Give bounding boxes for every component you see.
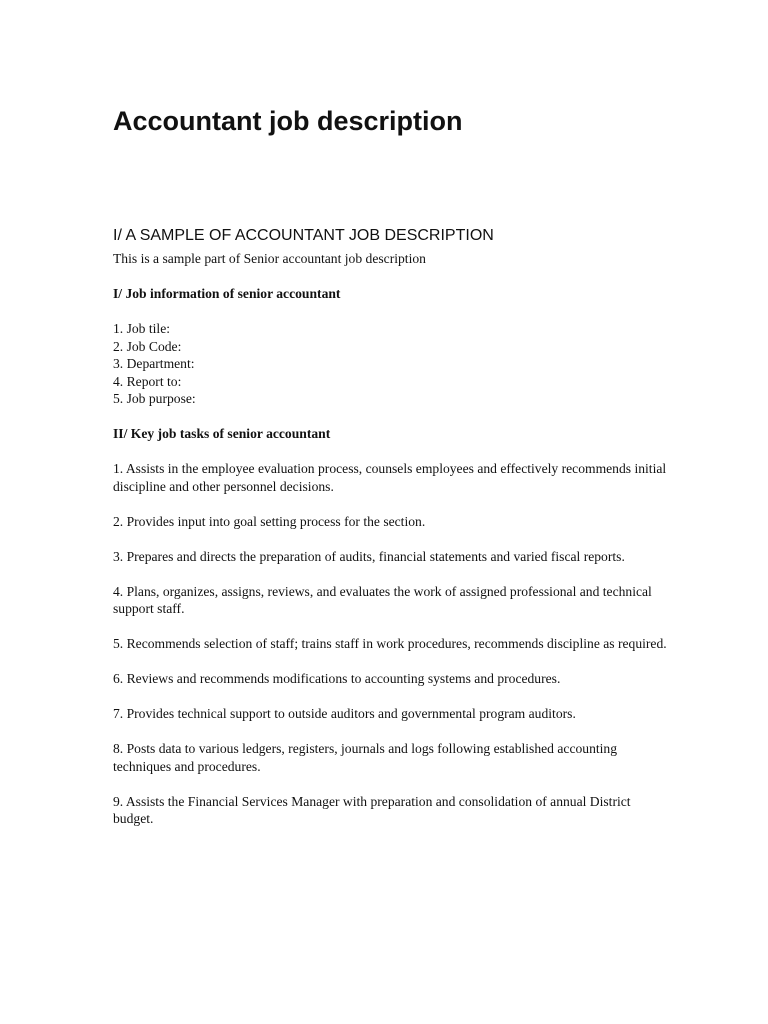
document-title: Accountant job description bbox=[113, 106, 463, 136]
task-item: 6. Reviews and recommends modifications to accounting systems and procedures. bbox=[113, 671, 561, 686]
tasks-heading: II/ Key job tasks of senior accountant bbox=[113, 426, 331, 441]
task-item: 3. Prepares and directs the preparation of audits, financial statements and varied fiscal reports. bbox=[113, 548, 625, 564]
job-info-list bbox=[113, 320, 673, 408]
job-info-item: 1. Job tile: bbox=[113, 321, 171, 336]
task-item: 8. Posts data to various ledgers, registers, journals and logs following established accounting techniques and procedures. bbox=[113, 741, 618, 774]
task-item: 2. Provides input into goal setting process for the section. bbox=[113, 513, 426, 529]
task-item: 7. Provides technical support to outside auditors and governmental program auditors. bbox=[113, 706, 576, 721]
job-info-heading: I/ Job information of senior accountant bbox=[113, 286, 341, 301]
job-info-item: 3. Department: bbox=[113, 356, 195, 371]
task-item: 5. Recommends selection of staff; trains staff in work procedures, recommends discipline as required. bbox=[113, 636, 667, 651]
task-item: 9. Assists the Financial Services Manager with preparation and consolidation of annual District budget. bbox=[113, 793, 631, 826]
task-item: 4. Plans, organizes, assigns, reviews, and evaluates the work of assigned professional and technical support staff. bbox=[113, 583, 652, 616]
job-info-item: 2. Job Code: bbox=[113, 338, 182, 354]
job-info-item: 4. Report to: bbox=[113, 373, 182, 389]
task-item: 1. Assists in the employee evaluation process, counsels employees and effectively recommends initial discipline and other personnel decisions. bbox=[113, 461, 667, 494]
intro-text: This is a sample part of Senior accountant job description bbox=[113, 251, 426, 266]
job-info-item: 5. Job purpose: bbox=[113, 391, 196, 406]
document-body bbox=[113, 250, 673, 845]
section-heading: I/ A SAMPLE OF ACCOUNTANT JOB DESCRIPTION bbox=[113, 227, 494, 244]
